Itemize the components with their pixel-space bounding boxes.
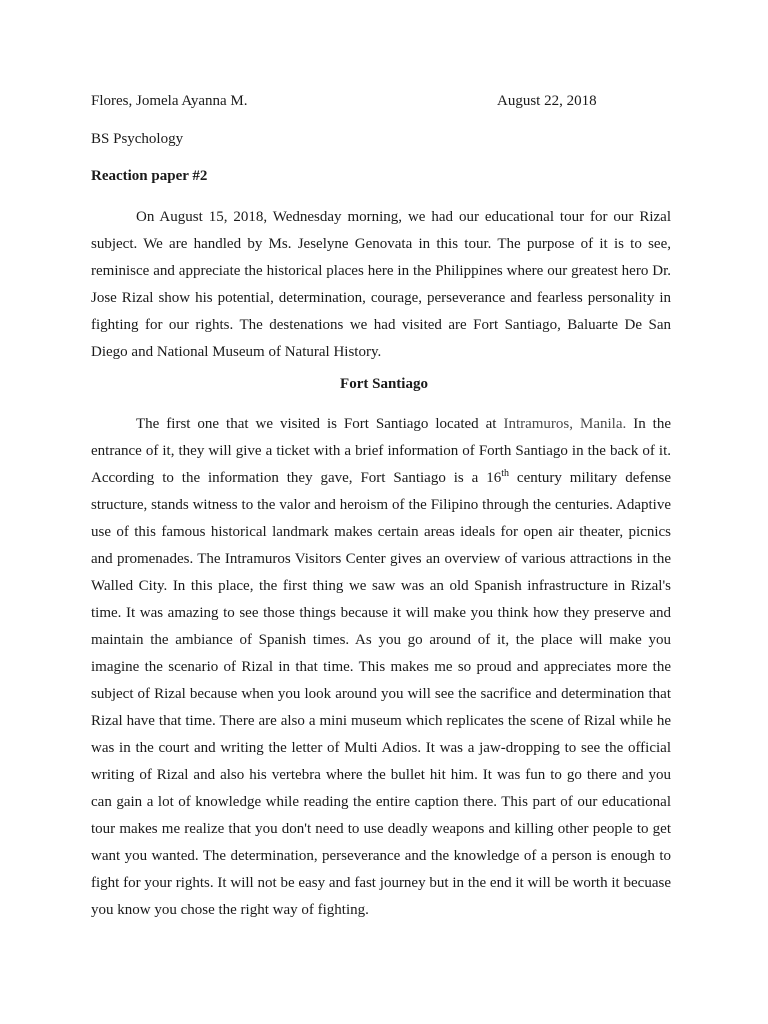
paragraph-text-end: century military defense structure, stands witness to the valor and heroism of the Filipino through the centuries. Adaptive use of this famous historical landmark makes certain areas ideals for open air theater, picnics and promenades. The Intramuros Visitors Center gives an overview of various attractions in the Walled City. In this place, the first thing we saw was an old Spanish infrastructure in Rizal's time. It was amazing to see those things because it will make you think how they preserve and maintain the ambiance of Spanish times. As you go around of it, the place will make you imagine the scenario of Rizal in that time. This makes me so proud and appreciates more the subject of Rizal because when you look around you will see the sacrifice and determination that Rizal have that time. There are also a mini museum which replicates the scene of Rizal while he was in the court and writing the letter of Multi Adios. It was a jaw-dropping to see the official writing of Rizal and also his vertebra where the bullet hit him. It was fun to go there and you can gain a lot of knowledge while reading the entire caption there. This part of our educational tour makes me realize that you don't need to use deadly weapons and killing other people to get want you wanted. The determination, perseverance and the knowledge of a person is enough to fight for your rights. It will not be easy and fast journey but in the end it will be worth it becuase you know you chose the right way of fighting.: [91, 470, 672, 918]
fort-santiago-paragraph-block: [91, 411, 671, 924]
intro-paragraph: On August 15, 2018, Wednesday morning, we had our educational tour for our Rizal subject. We are handled by Ms. Jeselyne Genovata in this tour. The purpose of it is to see, reminisce and appreciate the historical places here in the Philippines where our greatest hero Dr. Jose Rizal show his potential, determination, courage, perseverance and fearless personality in fighting for our rights. The destenations we had visited are Fort Santiago, Baluarte De San Diego and National Museum of Natural History.: [91, 209, 671, 360]
section-heading: Fort Santiago: [340, 376, 428, 392]
paragraph-text-start: The first one that we visited is Fort Santiago located at: [136, 416, 504, 432]
paper-date: August 22, 2018: [497, 93, 597, 109]
intro-paragraph-block: [91, 204, 671, 366]
course-name: BS Psychology: [91, 131, 184, 147]
fort-santiago-paragraph: [91, 411, 671, 924]
location-text: Intramuros, Manila.: [503, 416, 627, 432]
paragraph-text-middle: In the entrance of it, they will give a ticket with a brief information of Forth Santiago in the back of it. According to the information they gave, Fort Santiago is a 16: [91, 416, 671, 486]
ordinal-superscript: th: [501, 468, 510, 479]
author-name: Flores, Jomela Ayanna M.: [91, 93, 248, 109]
paper-title: Reaction paper #2: [91, 168, 208, 184]
